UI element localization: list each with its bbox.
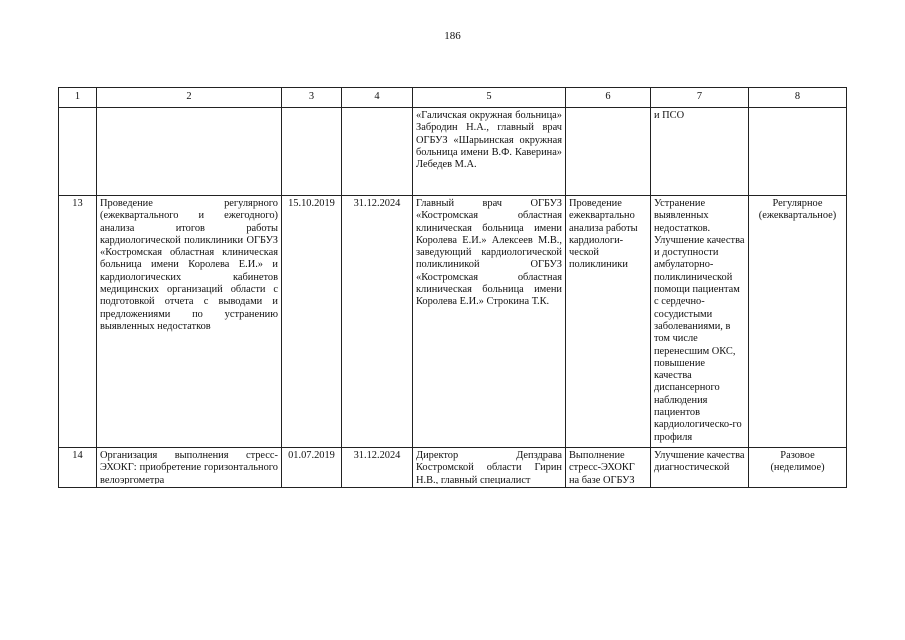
row-number [59, 108, 97, 196]
column-header: 1 [59, 88, 97, 108]
end-date-cell: 31.12.2024 [342, 196, 413, 448]
header-row [59, 88, 847, 108]
column-header: 4 [342, 88, 413, 108]
end-date-cell [342, 108, 413, 196]
end-date-cell [342, 447, 413, 487]
characteristic-cell: Проведение ежеквартально анализа работы кардиологи-ческой поликлиники [566, 196, 651, 448]
responsible-text: Директор Депздрава Костромской области Гирин Н.В., главный специалист [416, 449, 562, 484]
responsible-cell [413, 447, 566, 487]
start-date-cell: 15.10.2019 [282, 196, 342, 448]
page-number: 186 [444, 30, 461, 42]
event-cell: Проведение регулярного (ежеквартального и ежегодного) анализа итогов работы кардиологической поликлиники ОГБУЗ «Костромская областная клиническая больница имени Королева Е.И.» и кардиологических кабинетов медицинских организаций области с подготовкой отчета с выводами и предложениями по устранению выявленных недостатков [97, 196, 282, 448]
characteristic-cell [566, 447, 651, 487]
start-date-cell [282, 108, 342, 196]
end-date-text: 31.12.2024 [353, 449, 401, 461]
type-cell [749, 108, 847, 196]
table-row [59, 108, 847, 196]
type-cell [749, 447, 847, 487]
row-number-text: 14 [72, 449, 83, 461]
row-number: 13 [59, 196, 97, 448]
start-date-cell [282, 447, 342, 487]
event-text: Организация выполнения стресс-ЭХОКГ: приобретение горизонтального велоэргометра [100, 449, 278, 484]
start-date-text: 01.07.2019 [288, 449, 335, 461]
characteristic-text: Выполнение стресс-ЭХОКГ на базе ОГБУЗ [569, 449, 635, 484]
event-cell [97, 447, 282, 487]
row-number [59, 447, 97, 487]
column-header: 3 [282, 88, 342, 108]
column-header: 2 [97, 88, 282, 108]
responsible-cell: «Галичская окружная больница» Забродин Н.А., главный врач ОГБУЗ «Шарьинская окружная больница имени В.Ф. Каверина» Лебедев М.А. [413, 108, 566, 196]
type-cell: Регулярное (ежеквартальное) [749, 196, 847, 448]
event-cell [97, 108, 282, 196]
column-header: 8 [749, 88, 847, 108]
column-header: 5 [413, 88, 566, 108]
result-cell: Устранение выявленных недостатков. Улучшение качества и доступности амбулаторно-поликлинической помощи пациентам с сердечно-сосудистыми заболеваниями, в том числе перенесшим ОКС, повышение качества диспансерного наблюдения пациентов кардиологическо-го профиля [651, 196, 749, 448]
result-cell [651, 447, 749, 487]
responsible-cell: Главный врач ОГБУЗ «Костромская областная клиническая больница имени Королева Е.И.» Алексеев М.В., заведующий кардиологической поликлиникой ОГБУЗ «Костромская областная клиническая больница имени Королева Е.И.» Строкина Т.К. [413, 196, 566, 448]
type-text: Разовое (неделимое) [770, 449, 825, 474]
result-text: Улучшение качества диагностической [654, 449, 745, 474]
column-header: 7 [651, 88, 749, 108]
measures-table [58, 87, 847, 488]
column-header: 6 [566, 88, 651, 108]
characteristic-cell [566, 108, 651, 196]
result-cell: и ПСО [651, 108, 749, 196]
table-row [59, 447, 847, 487]
table-row [59, 196, 847, 448]
